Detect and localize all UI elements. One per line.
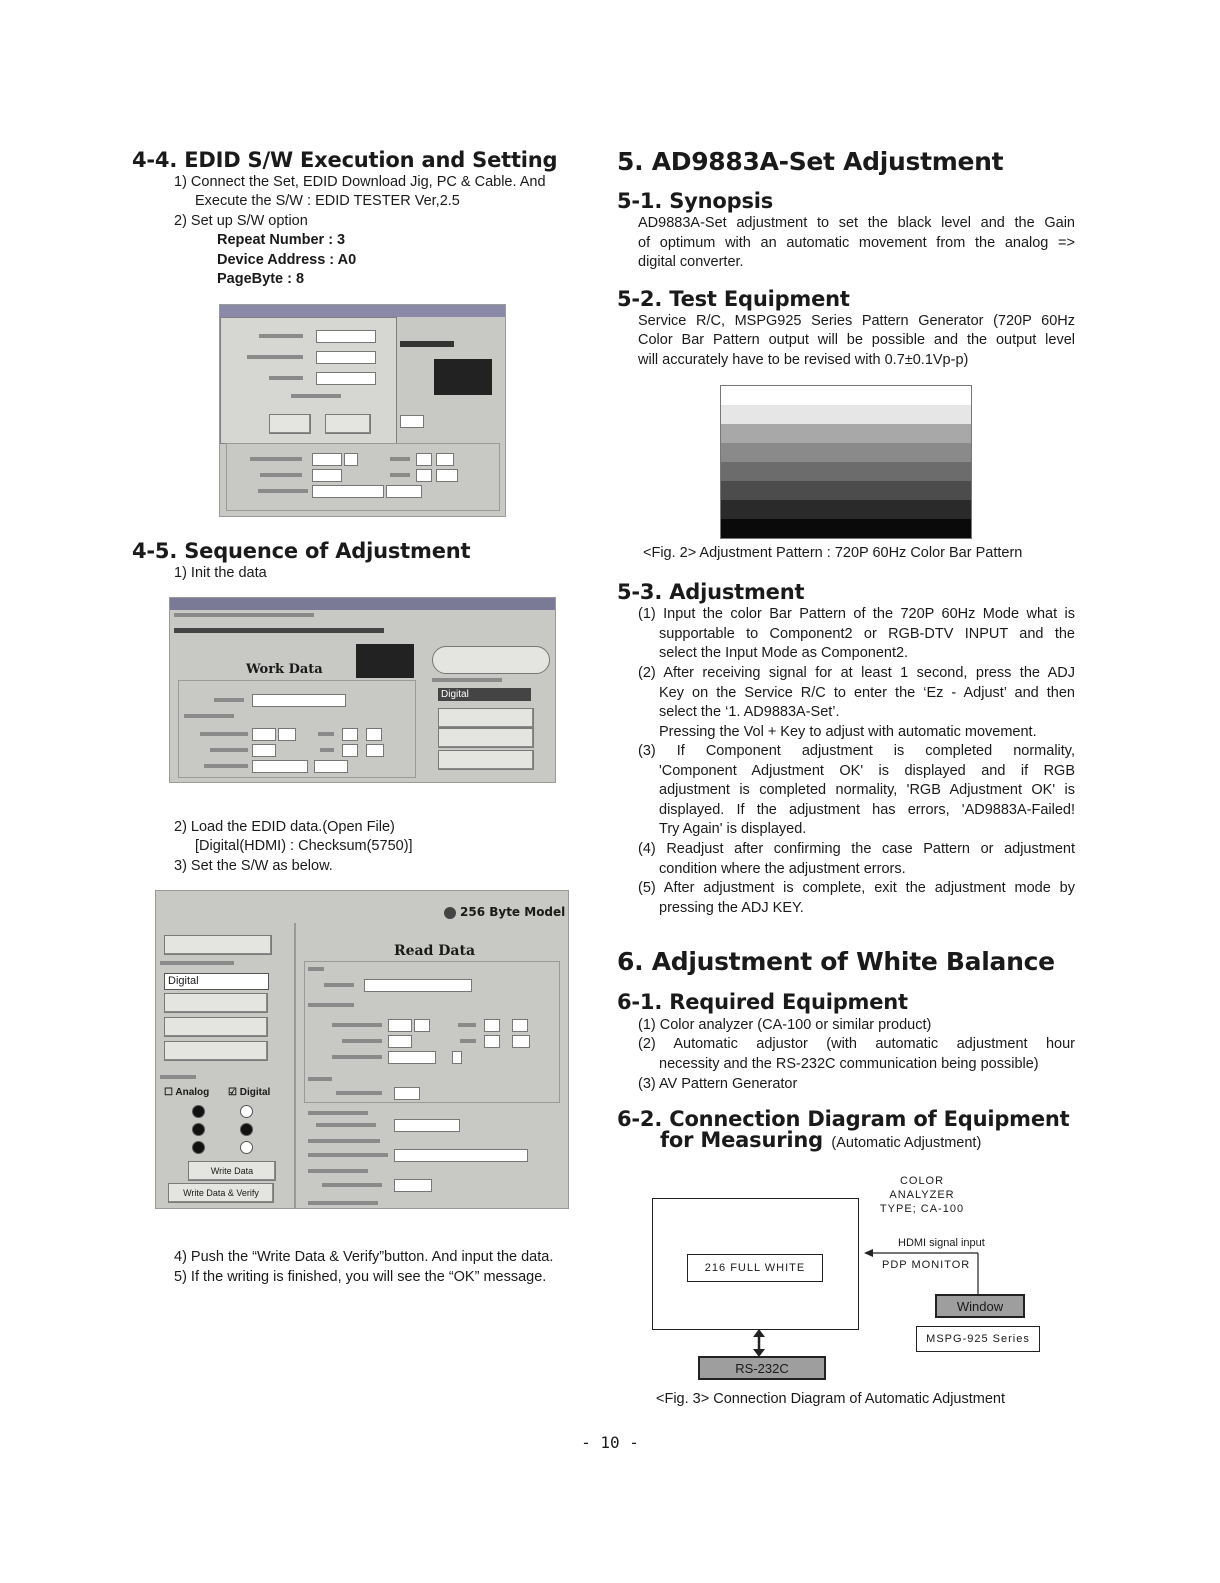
- analyzer-line3: TYPE; CA-100: [879, 1203, 965, 1215]
- window-box: Window: [935, 1294, 1025, 1318]
- screenshot-titlebar: [170, 598, 555, 610]
- s53-item4-line1: (4) Readjust after confirming the case Pattern or adjustment: [638, 841, 1075, 857]
- full-white-pattern-box: 216 FULL WHITE: [687, 1254, 823, 1282]
- s61-item2-line2: necessity and the RS-232C communication being possible): [659, 1056, 1039, 1072]
- option-repeat-number: Repeat Number : 3: [217, 232, 346, 248]
- section-6-heading: 6. Adjustment of White Balance: [617, 947, 1055, 976]
- s53-item3-line3: adjustment is completed normality, 'RGB Adjustment OK' is: [659, 782, 1075, 798]
- work-data-screenshot: [169, 597, 556, 783]
- edit-standard-data-button[interactable]: [164, 993, 268, 1013]
- s45-step2-line1: 2) Load the EDID data.(Open File): [174, 819, 395, 835]
- fig3-caption: <Fig. 3> Connection Diagram of Automatic Adjustment: [656, 1391, 1005, 1407]
- s53-item1-line1: (1) Input the color Bar Pattern of the 720P 60Hz Mode what is: [638, 606, 1075, 622]
- mspg-925-series-box: MSPG-925 Series: [916, 1326, 1040, 1352]
- section-6-2-heading-note: (Automatic Adjustment): [831, 1135, 982, 1151]
- model-banner: [444, 899, 568, 925]
- s61-item1: (1) Color analyzer (CA-100 or similar product): [638, 1017, 932, 1033]
- bidirectional-arrow-icon: [750, 1329, 768, 1357]
- section-6-2-heading-line2: [660, 1128, 981, 1154]
- hdmi-connection-line: [858, 1248, 988, 1298]
- usb-logo-icon: [356, 644, 414, 678]
- setup-dialog-window: [220, 317, 397, 444]
- digital-checkbox[interactable]: ☑ Digital: [228, 1087, 271, 1098]
- read-data-panel-title: Read Data: [394, 943, 476, 959]
- section-5-1-heading: 5-1. Synopsis: [617, 189, 774, 213]
- s53-item4-line2: condition where the adjustment errors.: [659, 861, 906, 877]
- analyzer-line1: COLOR: [899, 1175, 945, 1187]
- analyzer-line2: ANALYZER: [889, 1189, 955, 1201]
- s53-item5-line2: pressing the ADJ KEY.: [659, 900, 804, 916]
- fig2-caption: <Fig. 2> Adjustment Pattern : 720P 60Hz Color Bar Pattern: [643, 545, 1023, 561]
- color-bar-stripe: [721, 500, 971, 519]
- color-bar-stripe: [721, 443, 971, 462]
- section-4-4-heading: 4-4. EDID S/W Execution and Setting: [132, 148, 558, 172]
- digital-checkbox-label: Digital: [239, 1087, 271, 1098]
- s53-item1-line3: select the Input Mode as Component2.: [659, 645, 909, 661]
- start-button[interactable]: [164, 1041, 268, 1061]
- s44-step1-line2: Execute the S/W : EDID TESTER Ver,2.5: [195, 193, 460, 209]
- screenshot-titlebar: [220, 305, 505, 317]
- s53-item2-line1: (2) After receiving signal for at least 1 second, press the ADJ: [638, 665, 1075, 681]
- color-bar-pattern: [720, 385, 972, 539]
- disk-icon: [444, 907, 456, 919]
- s52-line1: Service R/C, MSPG925 Series Pattern Generator (720P 60Hz: [638, 313, 1075, 329]
- usb-logo-icon: [434, 359, 492, 395]
- s45-step3: 3) Set the S/W as below.: [174, 858, 333, 874]
- s52-line2: Color Bar Pattern output will be possible and the output level: [638, 332, 1075, 348]
- s44-step1-line1: 1) Connect the Set, EDID Download Jig, PC & Cable. And: [174, 174, 546, 190]
- start-button[interactable]: [438, 750, 534, 770]
- model-banner-label: 256 Byte Model: [460, 905, 566, 919]
- s53-item5-line1: (5) After adjustment is complete, exit the adjustment mode by: [638, 880, 1075, 896]
- pdp-monitor-label: PDP MONITOR: [882, 1259, 971, 1271]
- s51-line3: digital converter.: [638, 254, 744, 270]
- s45-step1: 1) Init the data: [174, 565, 267, 581]
- color-bar-stripe: [721, 519, 971, 538]
- mode-select[interactable]: Digital: [164, 973, 269, 990]
- color-bar-stripe: [721, 405, 971, 424]
- s45-step2-line2: [Digital(HDMI) : Checksum(5750)]: [195, 838, 413, 854]
- color-bar-stripe: [721, 481, 971, 500]
- color-bar-stripe: [721, 462, 971, 481]
- init-all-button[interactable]: [164, 935, 272, 955]
- section-5-3-heading: 5-3. Adjustment: [617, 580, 805, 604]
- section-5-2-heading: 5-2. Test Equipment: [617, 287, 850, 311]
- s51-line2: of optimum with an automatic movement from the analog =>: [638, 235, 1075, 251]
- s53-item2-line4: Pressing the Vol + Key to adjust with automatic movement.: [659, 724, 1037, 740]
- section-5-heading: 5. AD9883A-Set Adjustment: [617, 147, 1004, 176]
- analog-checkbox-label: Analog: [175, 1087, 210, 1098]
- analog-checkbox[interactable]: ☐ Analog: [164, 1087, 210, 1098]
- read-data-screenshot: [155, 890, 569, 1209]
- s61-item3: (3) AV Pattern Generator: [638, 1076, 798, 1092]
- write-data-verify-button[interactable]: Write Data & Verify: [168, 1183, 274, 1203]
- section-6-2-heading-measuring: for Measuring: [660, 1128, 823, 1152]
- option-page-byte: PageByte : 8: [217, 271, 305, 287]
- mode-select[interactable]: Digital: [438, 688, 531, 701]
- s44-step2: 2) Set up S/W option: [174, 213, 308, 229]
- s53-item2-line3: select the ‘1. AD9883A-Set’.: [659, 704, 840, 720]
- s45-step4: 4) Push the “Write Data & Verify”button. And input the data.: [174, 1249, 554, 1265]
- hdmi-signal-label: HDMI signal input: [898, 1237, 985, 1249]
- rs-232c-box: RS-232C: [698, 1356, 826, 1380]
- color-bar-stripe: [721, 424, 971, 443]
- s53-item3-line1: (3) If Component adjustment is completed normality,: [638, 743, 1075, 759]
- s53-item3-line4: displayed. If the adjustment has errors, 'AD9883A-Failed!: [659, 802, 1075, 818]
- s53-item2-line2: Key on the Service R/C to enter the ‘Ez - Adjust’ and then: [659, 685, 1075, 701]
- s53-item3-line2: 'Component Adjustment OK' is displayed and if RGB: [659, 763, 1075, 779]
- write-data-button[interactable]: Write Data: [188, 1161, 276, 1181]
- s53-item3-line5: Try Again' is displayed.: [659, 821, 807, 837]
- page-number: - 10 -: [581, 1433, 639, 1452]
- section-6-1-heading: 6-1. Required Equipment: [617, 990, 908, 1014]
- init-all-button[interactable]: [432, 646, 550, 674]
- setup-dialog-screenshot: [219, 304, 506, 517]
- s52-line3: will accurately have to be revised with 0.7±0.1Vp-p): [638, 352, 969, 368]
- arrow-button[interactable]: [438, 728, 534, 748]
- color-bar-stripe: [721, 386, 971, 405]
- s53-item1-line2: supportable to Component2 or RGB-DTV INPUT and the: [659, 626, 1075, 642]
- color-analyzer-label: [872, 1174, 972, 1216]
- section-6-2-heading-line1: 6-2. Connection Diagram of Equipment: [617, 1107, 1070, 1131]
- edit-standard-data-button[interactable]: [438, 708, 534, 728]
- arrow-left-icon: [864, 1249, 873, 1257]
- option-device-address: Device Address : A0: [217, 252, 357, 268]
- work-data-panel-title: Work Data: [246, 662, 323, 677]
- arrow-button[interactable]: [164, 1017, 268, 1037]
- s51-line1: AD9883A-Set adjustment to set the black level and the Gain: [638, 215, 1075, 231]
- s45-step5: 5) If the writing is finished, you will see the “OK” message.: [174, 1269, 547, 1285]
- s61-item2-line1: (2) Automatic adjustor (with automatic adjustment hour: [638, 1036, 1075, 1052]
- section-4-5-heading: 4-5. Sequence of Adjustment: [132, 539, 471, 563]
